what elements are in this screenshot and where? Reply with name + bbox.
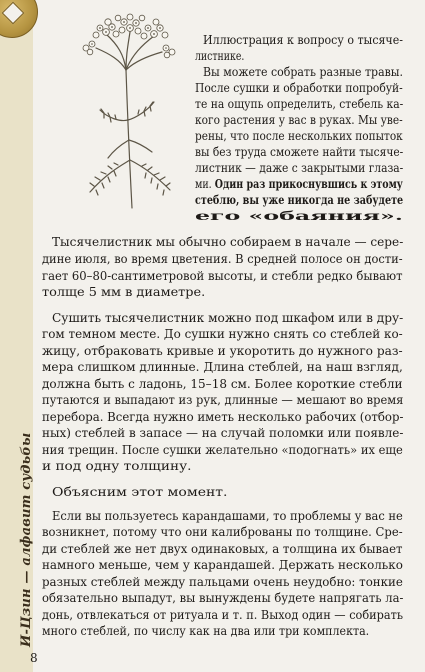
text-line: [42, 442, 403, 458]
text-line: [42, 251, 403, 267]
text-span: Тысячелистник мы обычно собираем в начале — сере-: [52, 234, 404, 249]
text-span: ди стеблей же нет двух одинаковых, а толщина их бывает: [42, 541, 403, 556]
text-line: [42, 343, 403, 359]
text-span: донь, отвлекаться от ритуала и т. п. Выход один — собирать: [42, 607, 404, 622]
text-line: [203, 32, 403, 48]
text-line: [42, 268, 403, 284]
text-span: должна быть с ладонь, 15–18 см. Более короткие стебли: [42, 376, 403, 391]
text-span: перебора. Всегда нужно иметь несколько рабочих (отбор-: [42, 409, 404, 424]
text-line: [52, 508, 403, 524]
text-span: После сушки и обработки попробуй-: [195, 80, 403, 95]
bold-text-span: стеблю, вы уже никогда не забудете: [195, 192, 404, 207]
text-line: [42, 541, 403, 557]
text-line: [195, 128, 403, 144]
text-line: [42, 557, 403, 573]
text-span: разных стеблей между пальцами очень неудобно: тонкие: [42, 574, 403, 589]
text-span: ных) стеблей в запасе — на случай поломки или появле-: [42, 425, 404, 440]
text-span: намного меньше, чем у карандашей. Держать несколько: [42, 557, 403, 572]
text-span: вы без труда сможете найти тысяче-: [195, 144, 404, 159]
text-line: [42, 376, 403, 392]
text-span: толще 5 мм в диаметре.: [42, 284, 206, 299]
yarrow-plant-illustration: [70, 10, 188, 210]
text-span: дине июля, во время цветения. В средней полосе он дости-: [42, 251, 403, 266]
text-line: [52, 234, 403, 250]
text-line: [195, 192, 403, 208]
text-span: те на ощупь определить, стебель ка-: [195, 96, 404, 111]
text-span: обязательно выпадут, вы вынуждены будете напрягать ла-: [42, 590, 404, 605]
text-line: [195, 48, 244, 64]
bold-text-span: Один раз прикоснувшись к этому: [214, 176, 403, 191]
text-span: рены, что после нескольких попыток: [195, 128, 403, 143]
text-line: [195, 80, 403, 96]
text-line: [195, 112, 403, 128]
text-span: Иллюстрация к вопросу о тысяче-: [203, 32, 403, 47]
text-line: [195, 176, 403, 192]
text-span: и под одну толщину.: [42, 458, 192, 473]
text-line: [203, 64, 403, 80]
text-line: [195, 144, 403, 160]
text-line: [42, 574, 403, 590]
text-line: [42, 590, 403, 606]
text-line: [42, 284, 205, 300]
text-line: [42, 326, 403, 342]
text-line: [195, 208, 403, 224]
text-span: Объясним этот момент.: [52, 484, 228, 499]
text-span: возникнет, потому что они калиброваны по толщине. Сре-: [42, 524, 403, 539]
text-span: листник — даже с закрытыми глаза-: [195, 160, 404, 175]
text-span: путаются и выпадают из рук, длинные — мешают во время: [42, 392, 404, 407]
text-span: много стеблей, по числу как на два или три комплекта.: [42, 623, 370, 638]
text-line: [42, 409, 403, 425]
side-title: И-Цзин — алфавит судьбы: [19, 432, 34, 647]
text-line: [52, 310, 403, 326]
text-line: [42, 359, 403, 375]
text-line: [42, 458, 191, 474]
text-span: жицу, отбраковать кривые и укоротить до нужного раз-: [42, 343, 403, 358]
text-line: [195, 96, 403, 112]
text-line: [42, 623, 369, 639]
text-span: гом темном месте. До сушки нужно снять со стеблей ко-: [42, 326, 403, 341]
text-span: Если вы пользуетесь карандашами, то проблемы у вас не: [52, 508, 403, 523]
text-span: Вы можете собрать разные травы.: [203, 64, 404, 79]
text-span: Сушить тысячелистник можно под шкафом или в дру-: [52, 310, 404, 325]
text-line: [195, 160, 403, 176]
page-number: 8: [30, 651, 38, 665]
text-line: [52, 484, 227, 500]
text-line: [42, 425, 403, 441]
text-line: [42, 392, 403, 408]
text-span: ния трещин. После сушки желательно «подогнать» их еще: [42, 442, 403, 457]
text-line: [42, 607, 403, 623]
text-line: [42, 524, 403, 540]
text-span: гает 60–80-сантиметровой высоты, и стебли редко бывают: [42, 268, 403, 283]
text-span: листнике.: [195, 48, 245, 63]
text-span: кого растения у вас в руках. Мы уве-: [195, 112, 403, 127]
text-span: ми.: [195, 176, 215, 191]
text-span: мера слишком длинные. Длина стеблей, на наш взгляд,: [42, 359, 403, 374]
bold-text-span: его «обаяния».: [195, 208, 403, 223]
